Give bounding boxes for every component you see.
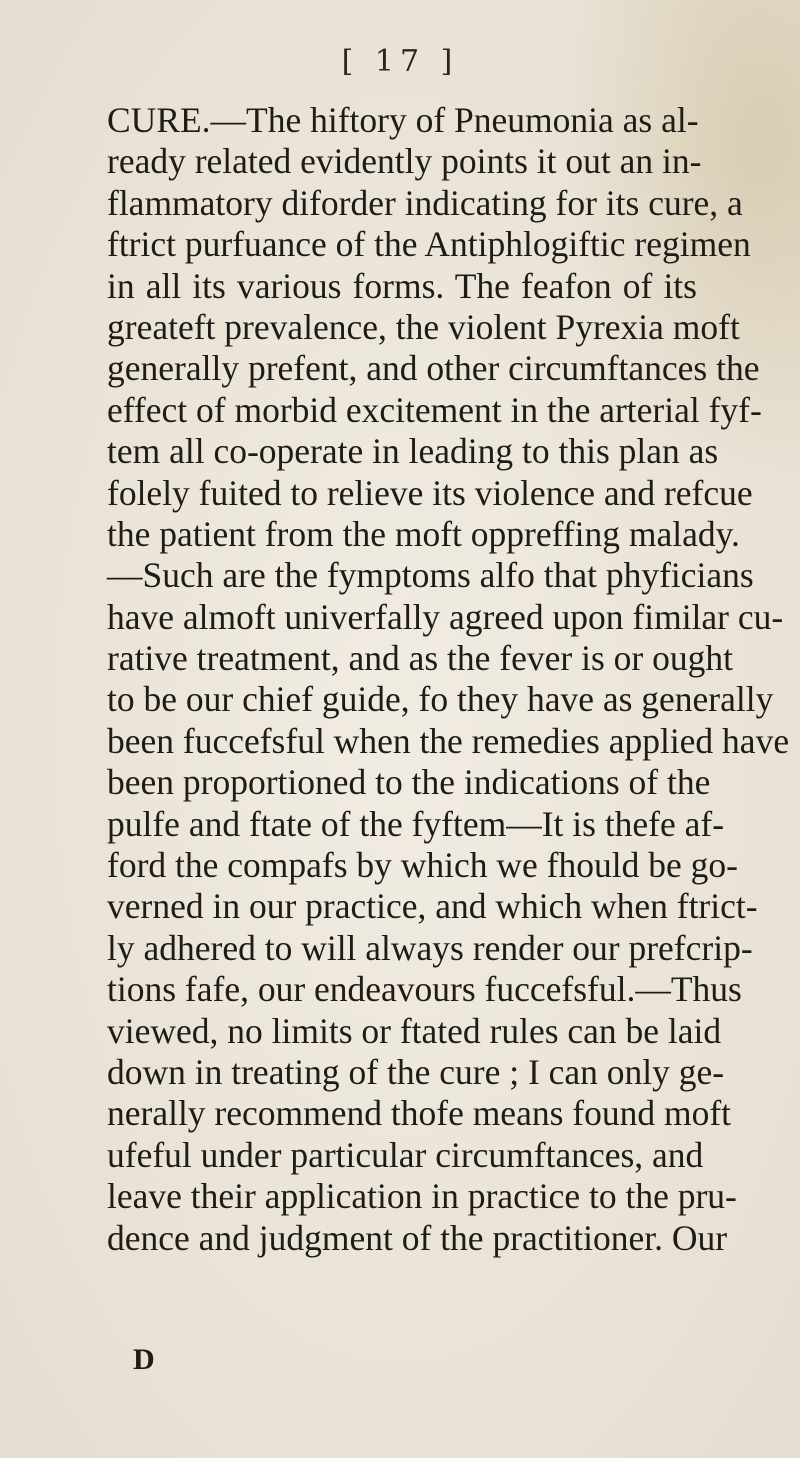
text-line: greateft prevalence, the violent Pyrexia moft [107, 306, 740, 347]
text-line: in all its various forms. The feafon of its [107, 265, 697, 306]
text-line: ly adhered to will always render our prefcrip- [107, 927, 753, 968]
text-line: ftrict purfuance of the Antiphlogiftic regimen [107, 224, 751, 265]
text-line: ready related evidently points it out an in- [107, 141, 702, 182]
text-line: the patient from the moft oppreffing malady. [107, 513, 740, 554]
text-line: tions fafe, our endeavours fuccefsful.—Thus [107, 969, 742, 1010]
text-line: CURE.—The hiftory of Pneumonia as al- [107, 100, 699, 140]
text-line: nerally recommend thofe means found moft [107, 1093, 732, 1134]
text-line: ufeful under particular circumftances, and [107, 1134, 704, 1175]
text-line: rative treatment, and as the fever is or ought [107, 638, 733, 679]
body-text [107, 100, 790, 1259]
text-line: leave their application in practice to the pru- [107, 1176, 737, 1217]
text-line: dence and judgment of the practitioner. Our [107, 1217, 728, 1258]
text-line: down in treating of the cure ; I can only ge- [107, 1051, 725, 1092]
text-line: to be our chief guide, fo they have as generally [107, 679, 774, 720]
text-line: generally prefent, and other circumftances the [107, 348, 760, 389]
text-line: tem all co-operate in leading to this plan as [107, 431, 719, 472]
signature-mark: D [133, 1343, 155, 1376]
text-line: folely fuited to relieve its violence and refcue [107, 472, 753, 513]
page-number: [ 17 ] [341, 44, 459, 79]
text-line: ford the compafs by which we fhould be go- [107, 845, 738, 886]
text-line: verned in our practice, and which when ftrict- [107, 886, 758, 927]
text-line: effect of morbid excitement in the arterial fyf- [107, 389, 762, 430]
text-line: —Such are the fymptoms alfo that phyficians [107, 555, 754, 596]
text-line: viewed, no limits or ftated rules can be laid [107, 1010, 722, 1051]
text-line: have almoft univerfally agreed upon fimilar cu- [107, 596, 784, 637]
text-line: been proportioned to the indications of the [107, 762, 711, 803]
text-line: pulfe and ftate of the fyftem—It is thefe af- [107, 803, 725, 844]
text-line: flammatory diforder indicating for its cure, a [107, 182, 743, 223]
text-line: been fuccefsful when the remedies applied have [107, 720, 790, 761]
